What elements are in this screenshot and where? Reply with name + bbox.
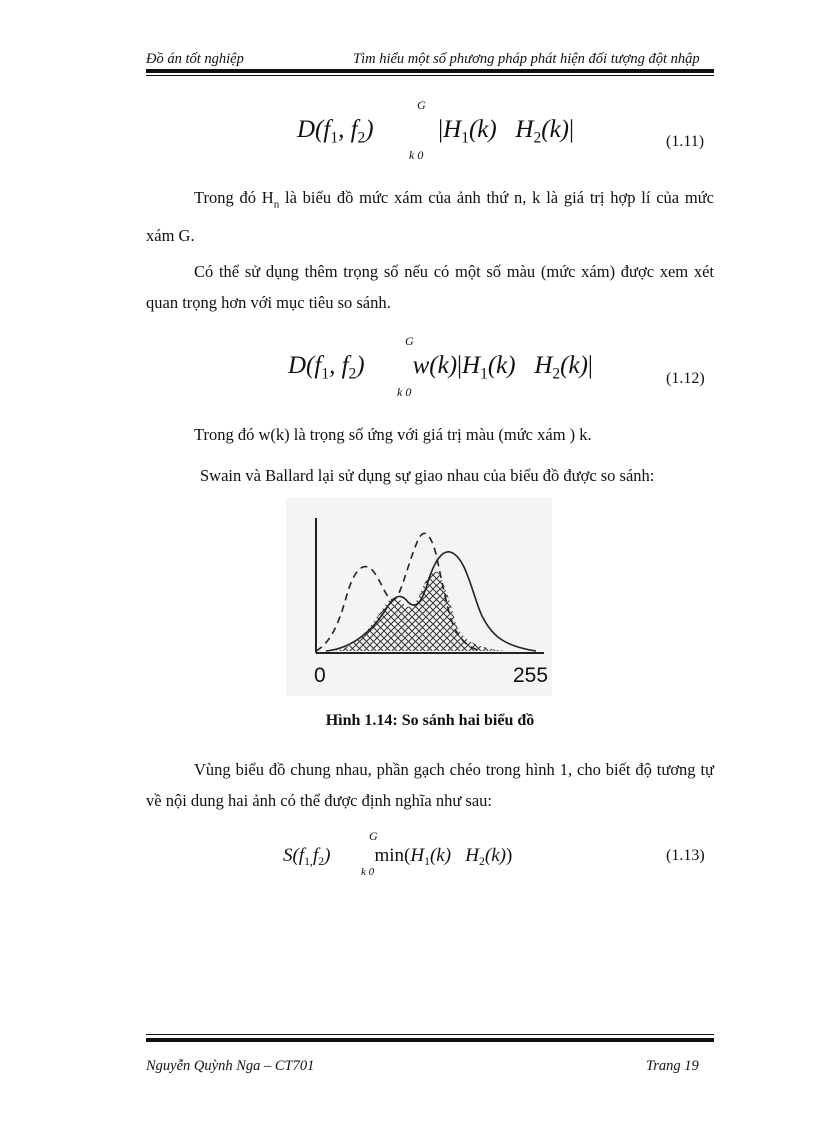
header-left: Đồ án tốt nghiệp xyxy=(146,51,244,67)
footer-rule xyxy=(146,1038,714,1042)
axis-label-left: 0 xyxy=(314,664,326,687)
paragraph-histogram-definition xyxy=(146,182,714,251)
eq112-number: (1.12) xyxy=(666,370,705,387)
paragraph-weights: Có thể sử dụng thêm trọng số nếu có một số màu (mức xám) được xem xét quan trọng hơn với mục tiêu so sánh. xyxy=(146,262,714,312)
eq111-upper-limit: G xyxy=(417,98,426,112)
eq113-lower-limit: k 0 xyxy=(361,866,375,878)
para1-lead: Trong đó H xyxy=(194,188,274,207)
eq112-upper-limit: G xyxy=(405,334,414,348)
para1-rest: là biểu đồ mức xám của ảnh thứ n, k là giá trị hợp lí của mức xám G. xyxy=(146,188,714,246)
header-right: Tìm hiểu một số phương pháp phát hiện đối tượng đột nhập xyxy=(353,51,700,67)
eq112-lower-limit: k 0 xyxy=(397,385,412,399)
footer-page-number: Trang 19 xyxy=(646,1058,699,1074)
eq112-formula: $D(f_1$, $f_2$) $w(k)|H_1(k)$ $H_2(k)|$ xyxy=(288,352,593,383)
eq112-weight: w(k) xyxy=(412,352,458,379)
eq111-formula: $D(f_1$, $f_2$) $|H_1(k)$ $H_2(k)|$ xyxy=(297,116,575,147)
figure-caption: Hình 1.14: So sánh hai biểu đồ xyxy=(325,712,535,729)
footer-rule-thin xyxy=(146,1034,714,1035)
histogram-svg xyxy=(286,498,552,696)
paragraph-weight-explanation: Trong đó w(k) là trọng số ứng với giá trị màu (mức xám ) k. xyxy=(194,425,592,444)
paragraph-swain-ballard: Swain và Ballard lại sử dụng sự giao nhau của biểu đồ được so sánh: xyxy=(200,466,655,485)
eq111-number: (1.11) xyxy=(666,133,705,150)
header-rule xyxy=(146,69,714,73)
histogram-figure xyxy=(286,498,552,696)
footer-author: Nguyễn Quỳnh Nga – CT701 xyxy=(146,1058,315,1074)
para1-subscript: n xyxy=(273,198,280,211)
eq111-lhs: $D(f_1$, $f_2$) xyxy=(297,116,374,147)
eq113-upper-limit: G xyxy=(369,829,378,843)
eq113-number: (1.13) xyxy=(666,847,705,864)
paragraph-similarity: Vùng biểu đồ chung nhau, phần gạch chéo trong hình 1, cho biết độ tương tự về nội dung hai ảnh có thể được định nghĩa như sau: xyxy=(146,760,714,810)
axis-label-right: 255 xyxy=(513,664,549,687)
eq111-lower-limit: k 0 xyxy=(409,148,424,162)
eq113-formula: $S(f_{1,}f_2)$ $\min(H_1(k)$ $H_2(k)$) xyxy=(283,845,513,869)
header-rule-thin xyxy=(146,75,714,76)
